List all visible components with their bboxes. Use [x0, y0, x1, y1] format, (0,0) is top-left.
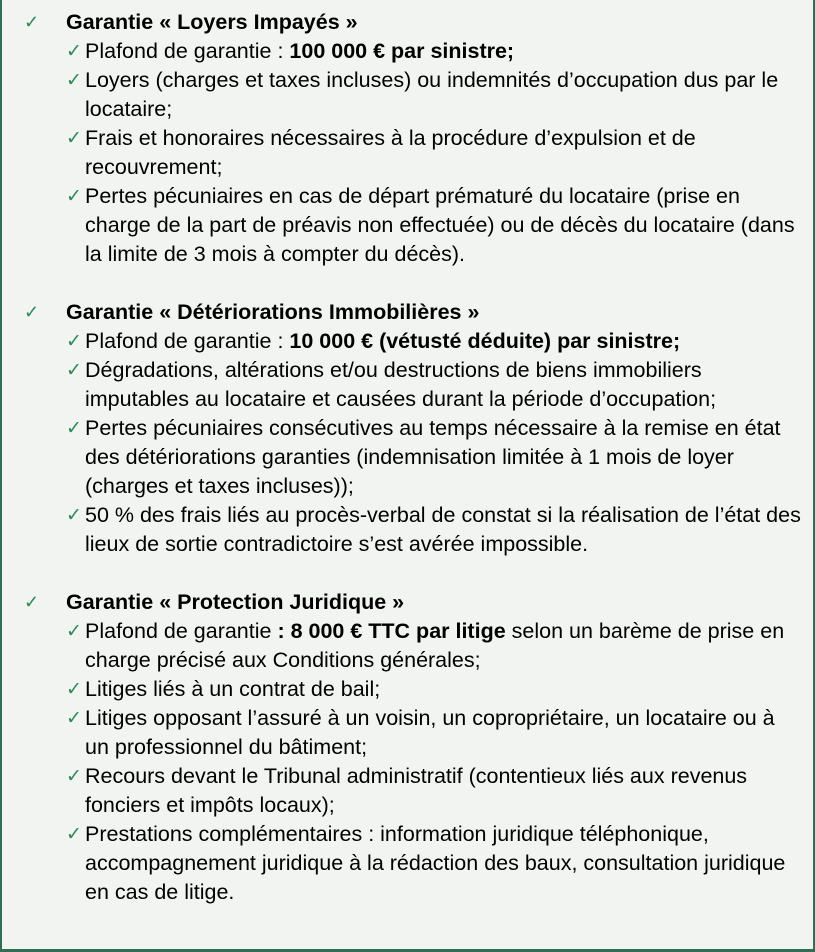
list-item-text: Frais et honoraires nécessaires à la procédure d’expulsion et de recouvrement; [85, 126, 696, 179]
checkmark-icon: ✓ [66, 331, 82, 352]
section-heading [22, 298, 802, 327]
section-title: Garantie « Détériorations Immobilières » [66, 300, 480, 324]
list-item-plafond [22, 37, 802, 66]
section-heading [22, 8, 802, 37]
list-item-text: Litiges opposant l’assuré à un voisin, un copropriétaire, un locataire ou à un professionnel du bâtiment; [85, 706, 775, 759]
plafond-prefix: Plafond de garantie : [85, 39, 290, 63]
checkmark-icon: ✓ [24, 12, 40, 32]
plafond-suffix: selon un barème de prise en charge précisé aux Conditions générales; [85, 619, 785, 672]
list-item-text: Prestations complémentaires : information juridique téléphonique, accompagnement juridique à la rédaction des baux, consultation juridique en cas de litige. [85, 822, 786, 904]
checkmark-icon: ✓ [24, 302, 40, 322]
list-item-text: Pertes pécuniaires consécutives au temps nécessaire à la remise en état des détériorations garanties (indemnisation limitée à 1 mois de loyer (charges et taxes incluses)); [85, 416, 781, 498]
list-item [22, 124, 802, 182]
plafond-prefix: Plafond de garantie [85, 619, 278, 643]
list-item [22, 704, 802, 762]
plafond-prefix: Plafond de garantie : [85, 329, 290, 353]
list-item [22, 182, 802, 269]
plafond-amount: 10 000 € (vétusté déduite) par sinistre; [289, 329, 681, 353]
checkmark-icon: ✓ [66, 621, 82, 642]
checkmark-icon: ✓ [66, 41, 82, 62]
section-protection-juridique [22, 588, 802, 907]
checkmark-icon: ✓ [66, 766, 82, 787]
checkmark-icon: ✓ [66, 679, 82, 700]
list-item-plafond [22, 617, 802, 675]
list-item [22, 501, 802, 559]
checkmark-icon: ✓ [66, 360, 82, 381]
list-item [22, 820, 802, 907]
checkmark-icon: ✓ [66, 70, 82, 91]
section-heading [22, 588, 802, 617]
guarantee-list [22, 8, 802, 907]
checkmark-icon: ✓ [66, 186, 82, 207]
list-item-text: Litiges liés à un contrat de bail; [85, 677, 381, 701]
list-item [22, 356, 802, 414]
list-item [22, 762, 802, 820]
list-item [22, 675, 802, 704]
list-item-text: Dégradations, altérations et/ou destructions de biens immobiliers imputables au locataire et causées durant la période d’occupation; [85, 358, 717, 411]
section-loyers-impayes [22, 8, 802, 269]
checkmark-icon: ✓ [66, 708, 82, 729]
section-deteriorations-immobilieres [22, 298, 802, 559]
plafond-amount: 100 000 € par sinistre; [289, 39, 515, 63]
list-item-text: 50 % des frais liés au procès-verbal de constat si la réalisation de l’état des lieux de sortie contradictoire s’est avérée impossible. [85, 503, 801, 556]
checkmark-icon: ✓ [66, 418, 82, 439]
list-item-text: Pertes pécuniaires en cas de départ prématuré du locataire (prise en charge de la part de préavis non effectuée) ou de décès du locataire (dans la limite de 3 mois à compter du décès). [85, 184, 795, 266]
checkmark-icon: ✓ [66, 505, 82, 526]
section-title: Garantie « Protection Juridique » [66, 590, 405, 614]
checkmark-icon: ✓ [66, 128, 82, 149]
list-item [22, 66, 802, 124]
checkmark-icon: ✓ [66, 824, 82, 845]
list-item-plafond [22, 327, 802, 356]
list-item-text: Loyers (charges et taxes incluses) ou indemnités d’occupation dus par le locataire; [85, 68, 779, 121]
checkmark-icon: ✓ [24, 592, 40, 612]
list-item [22, 414, 802, 501]
section-title: Garantie « Loyers Impayés » [66, 10, 358, 34]
list-item-text: Recours devant le Tribunal administratif (contentieux liés aux revenus fonciers et impôts locaux); [85, 764, 748, 817]
plafond-amount: : 8 000 € TTC par litige [277, 619, 506, 643]
